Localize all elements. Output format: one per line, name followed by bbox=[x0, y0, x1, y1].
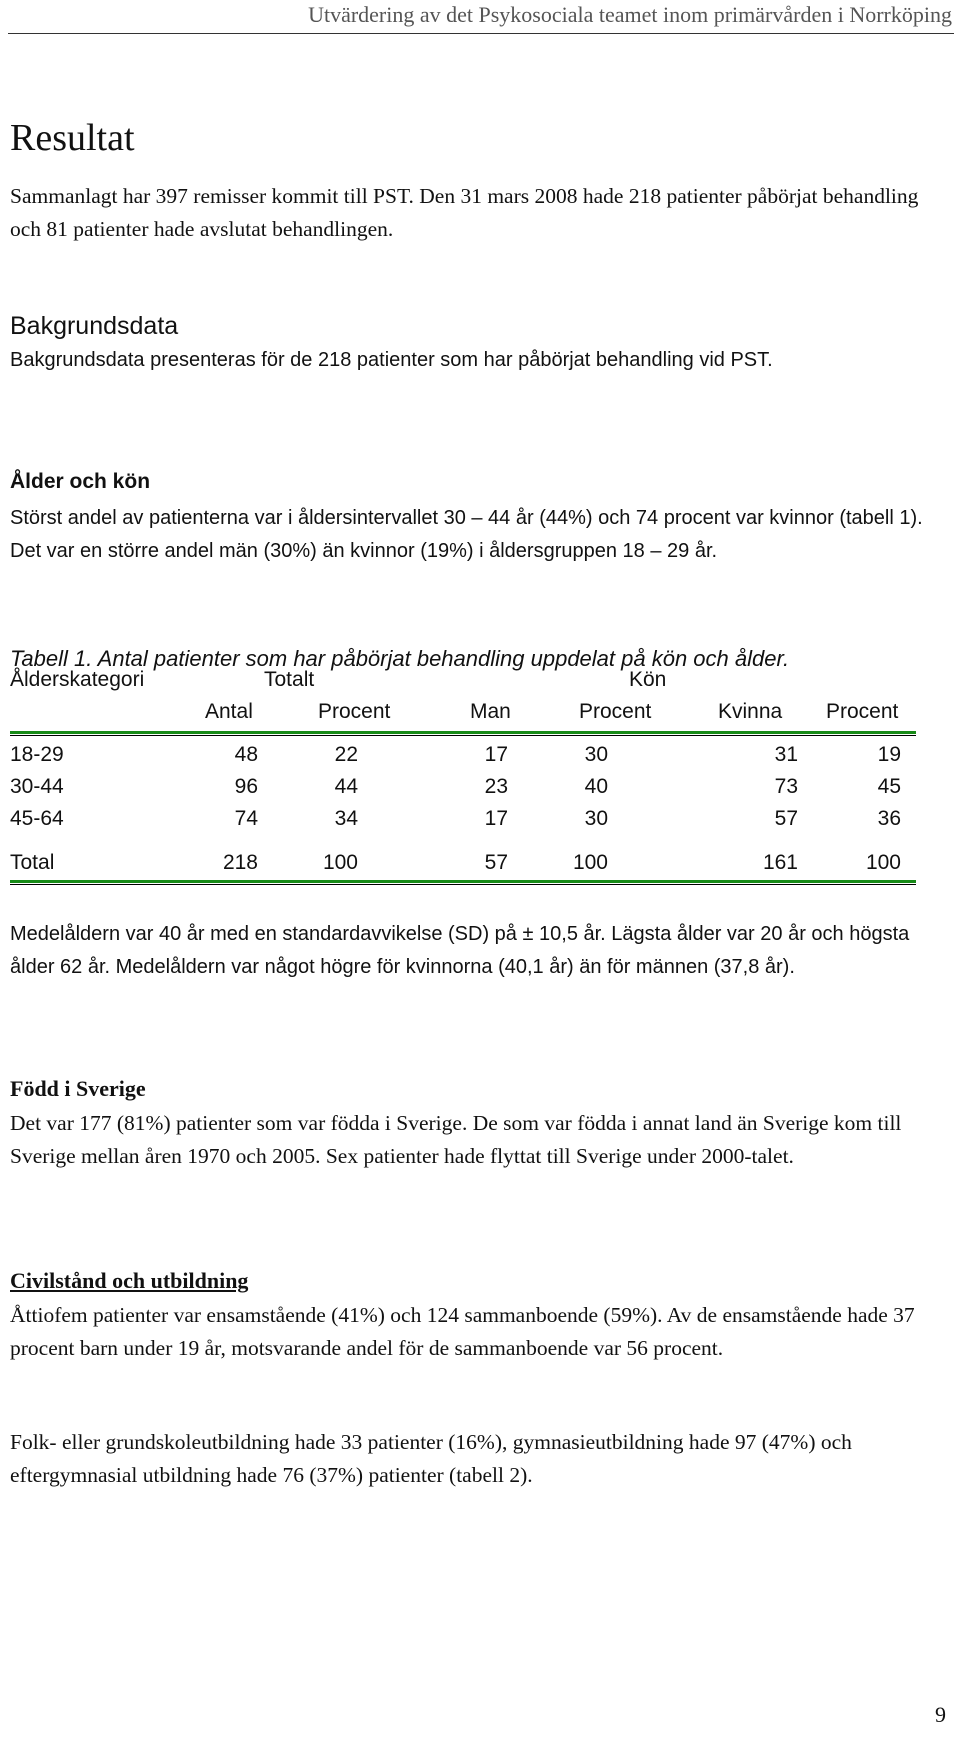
page-title: Resultat bbox=[10, 117, 135, 159]
table-cell: 30 bbox=[584, 807, 608, 830]
total-cell: 100 bbox=[322, 851, 358, 874]
col-antal: Antal bbox=[205, 700, 253, 723]
table-bottom-rule bbox=[10, 880, 916, 885]
table-cell: 44 bbox=[334, 775, 358, 798]
table-cell: 45 bbox=[877, 775, 901, 798]
header-total: Totalt bbox=[264, 668, 315, 691]
fodd-paragraph: Det var 177 (81%) patienter som var födda i Sverige. De som var födda i annat land än Sverige kom till Sverige mellan åren 1970 och 2005. Sex patienter hade flyttat till Sverige under 2000-talet. bbox=[10, 1111, 902, 1168]
header-gender: Kön bbox=[629, 668, 667, 691]
table-cell: 96 bbox=[234, 775, 258, 798]
running-header: Utvärdering av det Psykosociala teamet inom primärvården i Norrköping bbox=[308, 2, 952, 27]
total-cell: 100 bbox=[572, 851, 608, 874]
intro-paragraph: Sammanlagt har 397 remisser kommit till PST. Den 31 mars 2008 hade 218 patienter påbörjat behandling och 81 patienter hade avslutat behandlingen. bbox=[10, 184, 919, 241]
col-man: Man bbox=[470, 700, 511, 723]
table-cell: 17 bbox=[484, 807, 508, 830]
total-cell: 100 bbox=[865, 851, 901, 874]
table-cell: 40 bbox=[584, 775, 608, 798]
col-procent-total: Procent bbox=[318, 700, 391, 723]
table-cell: 17 bbox=[484, 743, 508, 766]
alder-heading: Ålder och kön bbox=[10, 470, 151, 493]
table-cell: 36 bbox=[877, 807, 901, 830]
header-category: Ålderskategori bbox=[10, 668, 145, 691]
col-procent-kvinna: Procent bbox=[826, 700, 899, 723]
bakgrund-paragraph: Bakgrundsdata presenteras för de 218 patienter som har påbörjat behandling vid PST. bbox=[10, 349, 773, 371]
total-cell: 57 bbox=[484, 851, 508, 874]
total-cell: 218 bbox=[222, 851, 258, 874]
table-cell: 74 bbox=[234, 807, 258, 830]
col-procent-man: Procent bbox=[579, 700, 652, 723]
table-cell: 73 bbox=[774, 775, 798, 798]
bakgrund-heading: Bakgrundsdata bbox=[10, 312, 179, 340]
table-cell: 23 bbox=[484, 775, 508, 798]
alder-paragraph: Störst andel av patienterna var i åldersintervallet 30 – 44 år (44%) och 74 procent var kvinnor (tabell 1). Det var en större andel män (30%) än kvinnor (19%) i åldersgruppen 18 – 29 år. bbox=[10, 507, 923, 562]
civil-paragraph: Åttiofem patienter var ensamstående (41%) och 124 sammanboende (59%). Av de ensamstående hade 37 procent barn under 19 år, motsvarande andel för de sammanboende var 56 procent. bbox=[10, 1303, 915, 1360]
table-cell: 30 bbox=[584, 743, 608, 766]
row-label: 18-29 bbox=[10, 743, 64, 766]
table-cell: 22 bbox=[334, 743, 358, 766]
col-kvinna: Kvinna bbox=[718, 700, 783, 723]
total-label: Total bbox=[10, 851, 55, 874]
table-caption: Tabell 1. Antal patienter som har påbörjat behandling uppdelat på kön och ålder. bbox=[10, 646, 790, 671]
row-label: 45-64 bbox=[10, 807, 64, 830]
table-cell: 31 bbox=[774, 743, 798, 766]
table-header-rule bbox=[10, 731, 916, 736]
utbildning-paragraph: Folk- eller grundskoleutbildning hade 33 patienter (16%), gymnasieutbildning hade 97 (47%) och eftergymnasial utbildning hade 76 (37%) patienter (tabell 2). bbox=[10, 1430, 852, 1487]
fodd-heading: Född i Sverige bbox=[10, 1076, 146, 1101]
table-cell: 19 bbox=[877, 743, 901, 766]
civil-heading: Civilstånd och utbildning bbox=[10, 1268, 249, 1293]
total-cell: 161 bbox=[762, 851, 798, 874]
header-rule bbox=[8, 33, 954, 34]
table-cell: 34 bbox=[334, 807, 358, 830]
table-cell: 48 bbox=[234, 743, 258, 766]
row-label: 30-44 bbox=[10, 775, 64, 798]
medel-paragraph: Medelåldern var 40 år med en standardavvikelse (SD) på ± 10,5 år. Lägsta ålder var 20 år och högsta ålder 62 år. Medelåldern var något högre för kvinnorna (40,1 år) än för männen (37,8 år). bbox=[10, 923, 910, 978]
table-cell: 57 bbox=[774, 807, 798, 830]
page-number: 9 bbox=[935, 1702, 946, 1727]
